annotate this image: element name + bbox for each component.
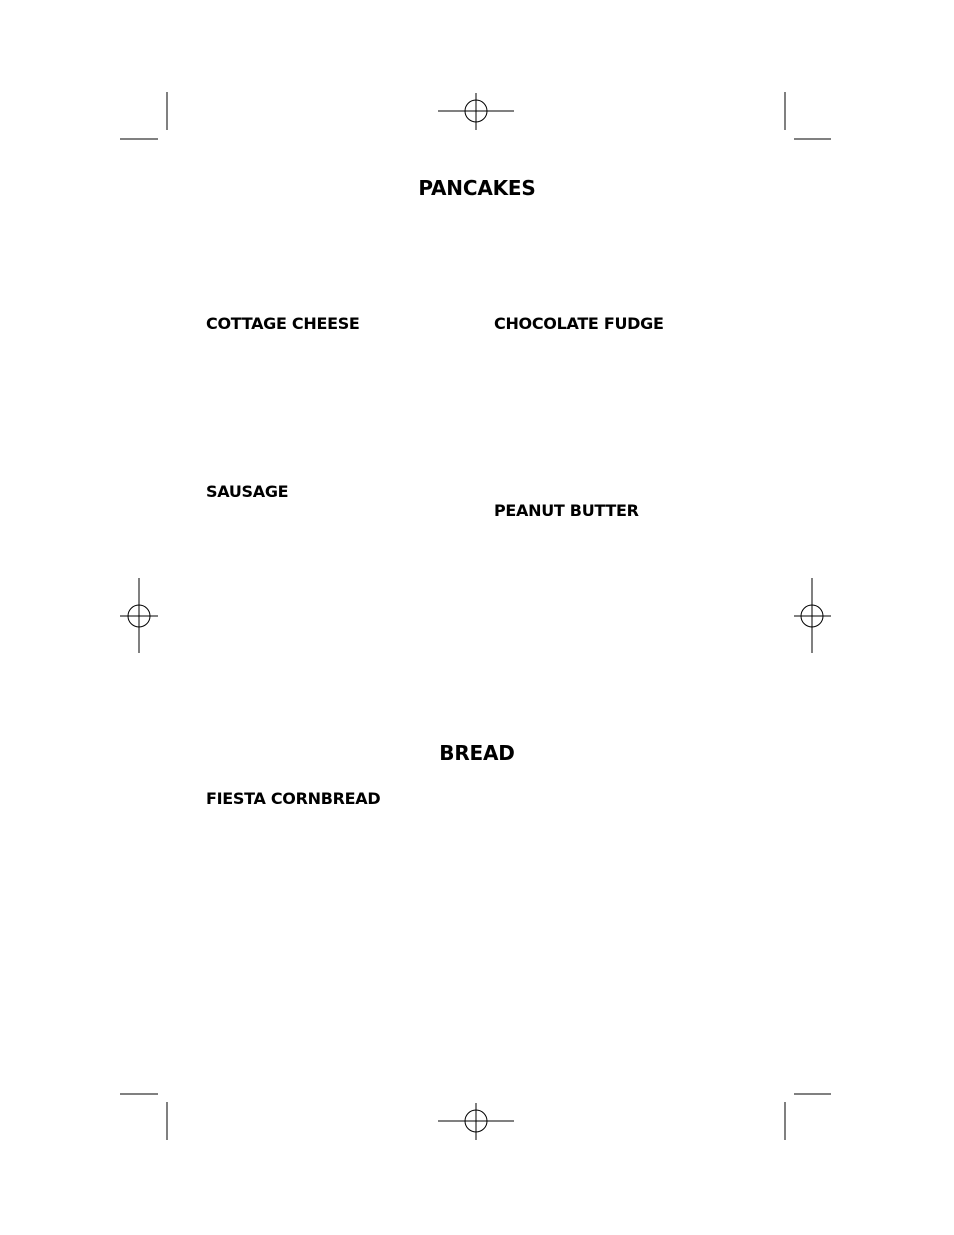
registration-mark-top [438,93,514,130]
registration-mark-left [120,578,158,653]
recipe-title-chocolate-fudge: CHOCOLATE FUDGE [494,314,664,333]
recipe-title-fiesta-cornbread: FIESTA CORNBREAD [206,789,381,808]
recipe-title-cottage-cheese: COTTAGE CHEESE [206,314,360,333]
recipe-title-peanut-butter: PEANUT BUTTER [494,501,639,520]
crop-mark-top-right [785,92,831,139]
recipe-title-sausage: SAUSAGE [206,482,289,501]
crop-mark-bottom-left [120,1094,167,1140]
section-title-bread: BREAD [439,741,515,765]
crop-mark-bottom-right [785,1094,831,1140]
registration-mark-bottom [438,1103,514,1140]
section-title-pancakes: PANCAKES [418,176,536,200]
crop-mark-top-left [120,92,167,139]
registration-mark-right [794,578,831,653]
